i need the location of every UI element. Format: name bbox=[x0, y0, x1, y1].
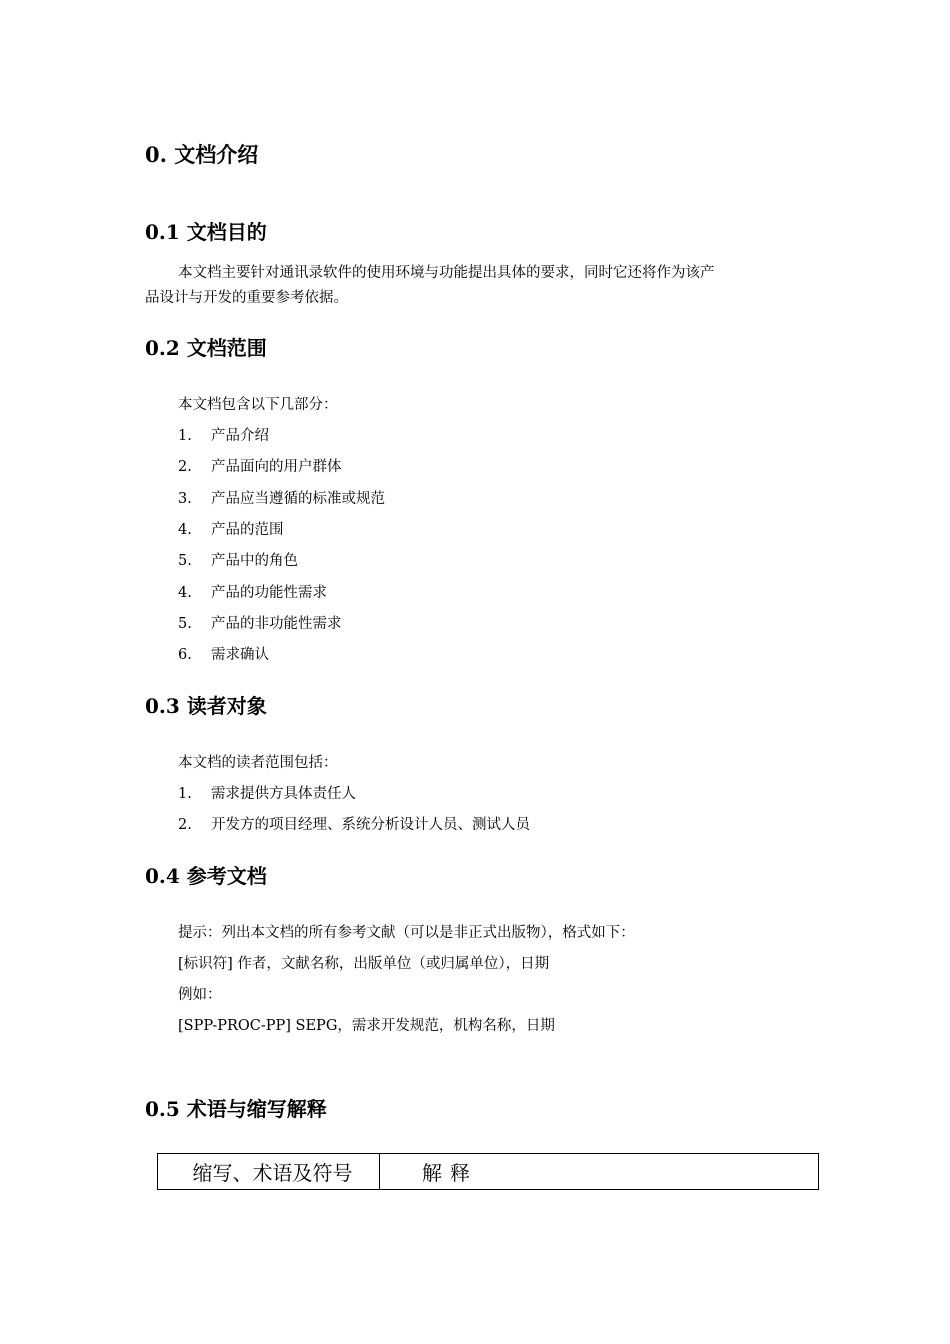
list-item: 1. 需求提供方具体责任人 bbox=[178, 786, 356, 802]
list-item: 4. 产品的功能性需求 bbox=[178, 585, 327, 601]
scope-intro: 本文档包含以下几部分： bbox=[178, 397, 338, 413]
purpose-paragraph-line-2: 品设计与开发的重要参考依据。 bbox=[145, 290, 348, 306]
section-0-2-title: 0.2 文档范围 bbox=[145, 336, 267, 360]
section-0-4-title: 0.4 参考文档 bbox=[145, 864, 267, 888]
list-item: 6. 需求确认 bbox=[178, 647, 269, 663]
list-item: 5. 产品中的角色 bbox=[178, 553, 298, 569]
terms-table bbox=[157, 1153, 819, 1190]
section-0-3-title: 0.3 读者对象 bbox=[145, 694, 267, 718]
table-row bbox=[158, 1154, 819, 1190]
reference-example-label: 例如： bbox=[178, 987, 222, 1003]
list-item: 2. 产品面向的用户群体 bbox=[178, 459, 342, 475]
table-header-abbreviation: 缩写、术语及符号 bbox=[158, 1154, 380, 1190]
readers-intro: 本文档的读者范围包括： bbox=[178, 755, 338, 771]
purpose-paragraph-line-1: 本文档主要针对通讯录软件的使用环境与功能提出具体的要求，同时它还将作为该产 bbox=[178, 265, 715, 281]
list-item: 5. 产品的非功能性需求 bbox=[178, 616, 342, 632]
reference-example: [SPP-PROC-PP] SEPG，需求开发规范，机构名称，日期 bbox=[178, 1018, 555, 1034]
list-item: 2. 开发方的项目经理、系统分析设计人员、测试人员 bbox=[178, 817, 530, 833]
list-item: 3. 产品应当遵循的标准或规范 bbox=[178, 491, 385, 507]
list-item: 4. 产品的范围 bbox=[178, 522, 284, 538]
section-0-1-title: 0.1 文档目的 bbox=[145, 220, 267, 244]
list-item: 1. 产品介绍 bbox=[178, 428, 269, 444]
section-0-title: 0. 文档介绍 bbox=[145, 142, 259, 167]
table-header-explanation: 解释 bbox=[380, 1154, 819, 1190]
reference-format: [标识符] 作者，文献名称，出版单位（或归属单位），日期 bbox=[178, 956, 550, 972]
section-0-5-title: 0.5 术语与缩写解释 bbox=[145, 1097, 327, 1121]
reference-hint: 提示：列出本文档的所有参考文献（可以是非正式出版物），格式如下： bbox=[178, 925, 635, 941]
